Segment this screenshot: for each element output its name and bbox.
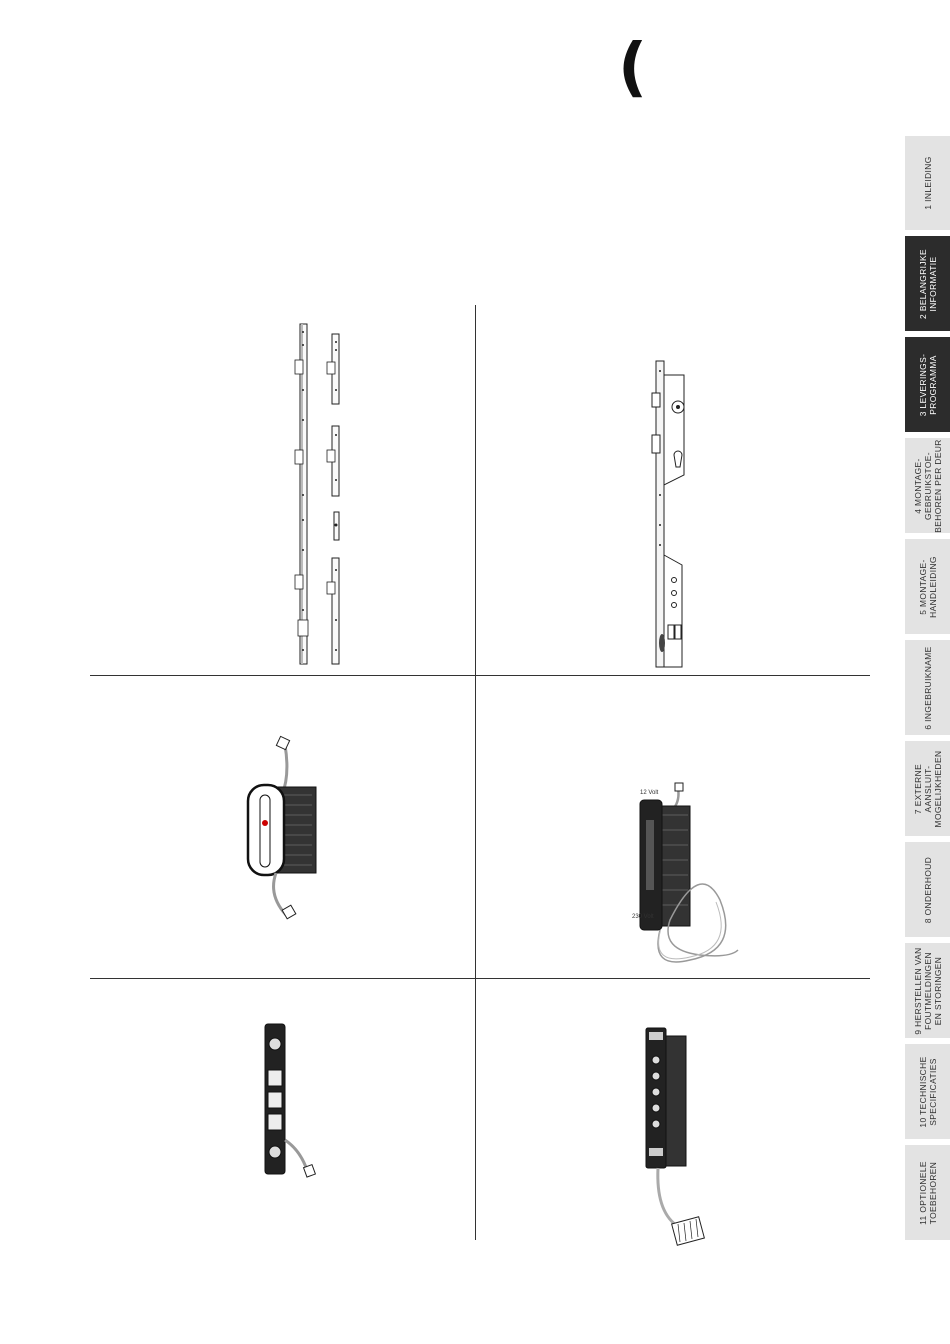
tab-leveringsprogramma[interactable] xyxy=(905,337,950,432)
title-parenthesis: ( xyxy=(618,31,648,105)
control-unit-illustration xyxy=(640,1020,730,1260)
tab-label: 2 BELANGRIJKE INFORMATIE xyxy=(917,248,938,319)
grid-divider-row1 xyxy=(90,675,870,676)
tab-label: 11 OPTIONELE TOEBEHOREN xyxy=(917,1160,938,1225)
keypad-module-figure xyxy=(255,1020,335,1185)
keypad-module-illustration xyxy=(255,1020,335,1185)
tab-technische-specificaties[interactable] xyxy=(905,1044,950,1139)
tab-externe-aansluitmogelijkheden[interactable] xyxy=(905,741,950,836)
tab-label: 10 TECHNISCHE SPECIFICATIES xyxy=(917,1055,938,1128)
power-supply-illustration xyxy=(630,780,750,970)
tab-label: 1 INLEIDING xyxy=(922,156,933,210)
tab-montage-gebruikstoebehoren[interactable] xyxy=(905,438,950,533)
tab-label: 5 MONTAGE- HANDLEIDING xyxy=(917,555,938,618)
tab-onderhoud[interactable] xyxy=(905,842,950,937)
tab-ingebruikname[interactable] xyxy=(905,640,950,735)
grid-divider-vertical xyxy=(475,305,476,1240)
multipoint-lock-bars-figure xyxy=(290,320,350,670)
tab-belangrijke-informatie[interactable] xyxy=(905,236,950,331)
lock-case-illustration xyxy=(640,355,700,670)
power-supply-figure xyxy=(630,780,750,970)
motor-lock-case-figure xyxy=(640,355,700,670)
control-unit-figure xyxy=(640,1020,730,1260)
label-230-volt: 230 Volt xyxy=(632,914,654,920)
tab-label: 3 LEVERINGS- PROGRAMMA xyxy=(917,353,938,416)
tab-inleiding[interactable] xyxy=(905,136,950,230)
handle-module-with-cables-figure xyxy=(240,735,340,925)
handle-module-illustration xyxy=(240,735,340,925)
tab-label: 7 EXTERNE AANSLUIT- MOGELIJKHEDEN xyxy=(912,750,943,827)
tab-montage-handleiding[interactable] xyxy=(905,539,950,634)
lock-bars-illustration xyxy=(290,320,350,670)
tab-label: 9 HERSTELLEN VAN FOUTMELDINGEN EN STORINGEN xyxy=(912,946,943,1035)
label-12-volt: 12 Volt xyxy=(640,790,659,796)
tab-optionele-toebehoren[interactable] xyxy=(905,1145,950,1240)
tab-label: 4 MONTAGE- GEBRUIKSTOE- BEHOREN PER DEUR xyxy=(912,438,943,533)
grid-divider-row2 xyxy=(90,978,870,979)
tab-label: 8 ONDERHOUD xyxy=(922,856,933,923)
tab-herstellen-foutmeldingen[interactable] xyxy=(905,943,950,1038)
tab-label: 6 INGEBRUIKNAME xyxy=(922,645,933,730)
